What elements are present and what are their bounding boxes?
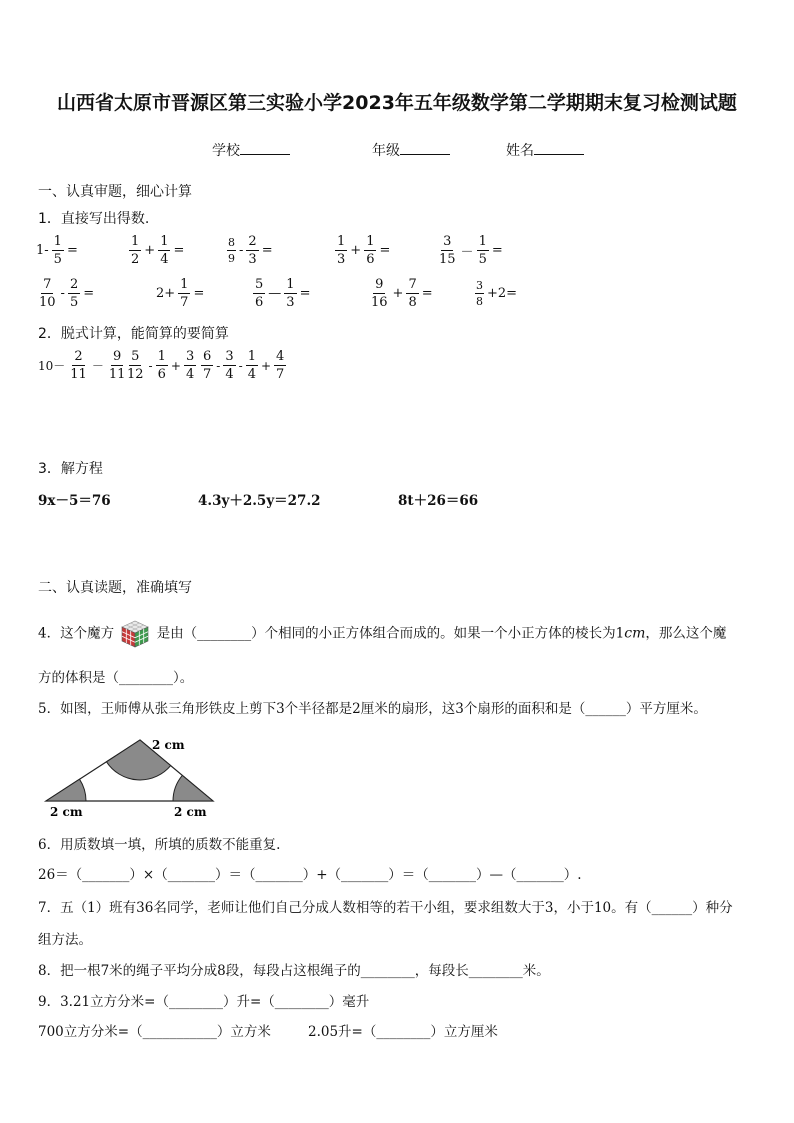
fraction: $\frac{1}{3}$	[337, 234, 346, 267]
q2-expr-2: $\frac{5}{12}$ - $\frac{1}{6}$ + $\frac{3}{4}$	[127, 349, 195, 382]
fraction: $\frac{1}{4}$	[247, 349, 256, 382]
school-field	[212, 140, 290, 160]
section-2-heading: 二、认真读题，准确填写	[38, 580, 192, 596]
school-blank[interactable]	[240, 140, 290, 155]
name-label: 姓名	[506, 143, 534, 159]
school-label: 学校	[212, 143, 240, 159]
q1-item-6: $\frac{7}{10}$ - $\frac{2}{5}$ =	[39, 277, 95, 310]
fraction: $\frac{2}{3}$	[248, 234, 257, 267]
fraction: $\frac{1}{5}$	[53, 234, 62, 267]
fraction: $\frac{2}{11}$	[70, 349, 87, 382]
fraction: $\frac{8}{9}$	[228, 236, 235, 265]
grade-label: 年级	[372, 143, 400, 159]
q9-line-2a: 700立方分米=（___________）立方米	[38, 1024, 271, 1040]
q1-item-3: $\frac{8}{9}$ - $\frac{2}{3}$ =	[228, 234, 273, 267]
q1-item-7: 2+ $\frac{1}{7}$ =	[156, 277, 205, 310]
section-1-heading: 一、认真审题，细心计算	[38, 184, 192, 200]
fraction: $\frac{1}{7}$	[180, 277, 189, 310]
name-blank[interactable]	[534, 140, 584, 155]
grade-blank[interactable]	[400, 140, 450, 155]
q8-text: 8．把一根7米的绳子平均分成8段，每段占这根绳子的________，每段长________米。	[38, 963, 550, 979]
q1-item-1: 1- $\frac{1}{5}$ =	[36, 234, 78, 267]
sector-label-right: 2 cm	[174, 805, 207, 819]
fraction: $\frac{7}{8}$	[408, 277, 417, 310]
q2-expr-3: $\frac{6}{7}$ - $\frac{3}{4}$ - $\frac{1}{4}$ + $\frac{4}{7}$	[203, 349, 285, 382]
q7-line-2: 组方法。	[38, 932, 92, 948]
q1-item-2: $\frac{1}{2}$ + $\frac{1}{4}$ =	[131, 234, 185, 267]
triangle-sectors-figure	[40, 732, 220, 822]
fraction: $\frac{3}{8}$	[476, 279, 483, 308]
q1-item-8: $\frac{5}{6}$ — $\frac{1}{3}$ =	[255, 277, 311, 310]
sector-right	[173, 775, 213, 801]
q7-line-1: 7．五（1）班有36名同学，老师让他们自己分成人数相等的若干小组，要求组数大于3，小于10。有（______）种分	[38, 900, 733, 916]
name-field	[506, 140, 584, 160]
q1-item-5: $\frac{3}{15}$ － $\frac{1}{5}$ =	[439, 234, 503, 267]
q1-item-9: $\frac{9}{16}$ + $\frac{7}{8}$ =	[371, 277, 433, 310]
fraction: $\frac{6}{7}$	[203, 349, 212, 382]
page-title: 山西省太原市晋源区第三实验小学2023年五年级数学第二学期期末复习检测试题	[57, 92, 737, 114]
q3-label: 3．解方程	[38, 461, 103, 477]
fraction: $\frac{3}{4}$	[225, 349, 234, 382]
q9-line-1: 9．3.21立方分米=（________）升=（________）毫升	[38, 994, 370, 1010]
q1-item-4: $\frac{1}{3}$ + $\frac{1}{6}$ =	[337, 234, 391, 267]
fraction: $\frac{1}{2}$	[131, 234, 140, 267]
q1-label: 1．直接写出得数.	[38, 211, 150, 227]
fraction: $\frac{1}{5}$	[478, 234, 487, 267]
fraction: $\frac{1}{6}$	[366, 234, 375, 267]
q6-expression: 26＝（_______）×（_______）＝（_______）+（_______）＝（_______）—（_______）.	[38, 867, 582, 883]
q1-item-10: $\frac{3}{8}$ +2=	[476, 279, 518, 308]
fraction: $\frac{9}{11}$	[108, 349, 126, 382]
q4-line-1: 4．这个魔方 是由（________）个相同的小正方体组合而成的。如果一个小正方体的棱长为1cm，那么这个魔	[38, 619, 726, 649]
q5-text: 5．如图，王师傅从张三角形铁皮上剪下3个半径都是2厘米的扇形，这3个扇形的面积和是（______）平方厘米。	[38, 701, 707, 717]
q6-text: 6．用质数填一填，所填的质数不能重复.	[38, 837, 281, 853]
q2-label: 2．脱式计算，能简算的要简算	[38, 326, 229, 342]
fraction: $\frac{9}{16}$	[371, 277, 388, 310]
rubiks-cube-icon	[118, 619, 152, 649]
q4-line-2: 方的体积是（________）。	[38, 670, 194, 686]
q2-expr-1: 10－ $\frac{2}{11}$ － $\frac{9}{11}$	[38, 349, 126, 382]
fraction: $\frac{5}{6}$	[255, 277, 264, 310]
fraction: $\frac{1}{3}$	[286, 277, 295, 310]
sector-label-top: 2 cm	[152, 738, 185, 752]
fraction: $\frac{2}{5}$	[69, 277, 79, 310]
equation-2: 4.3y＋2.5y＝27.2	[198, 493, 321, 509]
fraction: $\frac{1}{6}$	[157, 349, 166, 382]
fraction: $\frac{3}{15}$	[439, 234, 456, 267]
fraction: $\frac{3}{4}$	[185, 349, 195, 382]
fraction: $\frac{1}{4}$	[160, 234, 169, 267]
fraction: $\frac{4}{7}$	[276, 349, 285, 382]
grade-field	[372, 140, 450, 160]
equation-1: 9x－5＝76	[38, 493, 111, 509]
fraction: $\frac{5}{12}$	[127, 349, 144, 382]
q9-line-2b: 2.05升=（________）立方厘米	[308, 1024, 498, 1040]
fraction: $\frac{7}{10}$	[39, 277, 56, 310]
sector-left	[46, 779, 86, 801]
sector-label-left: 2 cm	[50, 805, 83, 819]
equation-3: 8t＋26＝66	[398, 493, 479, 509]
